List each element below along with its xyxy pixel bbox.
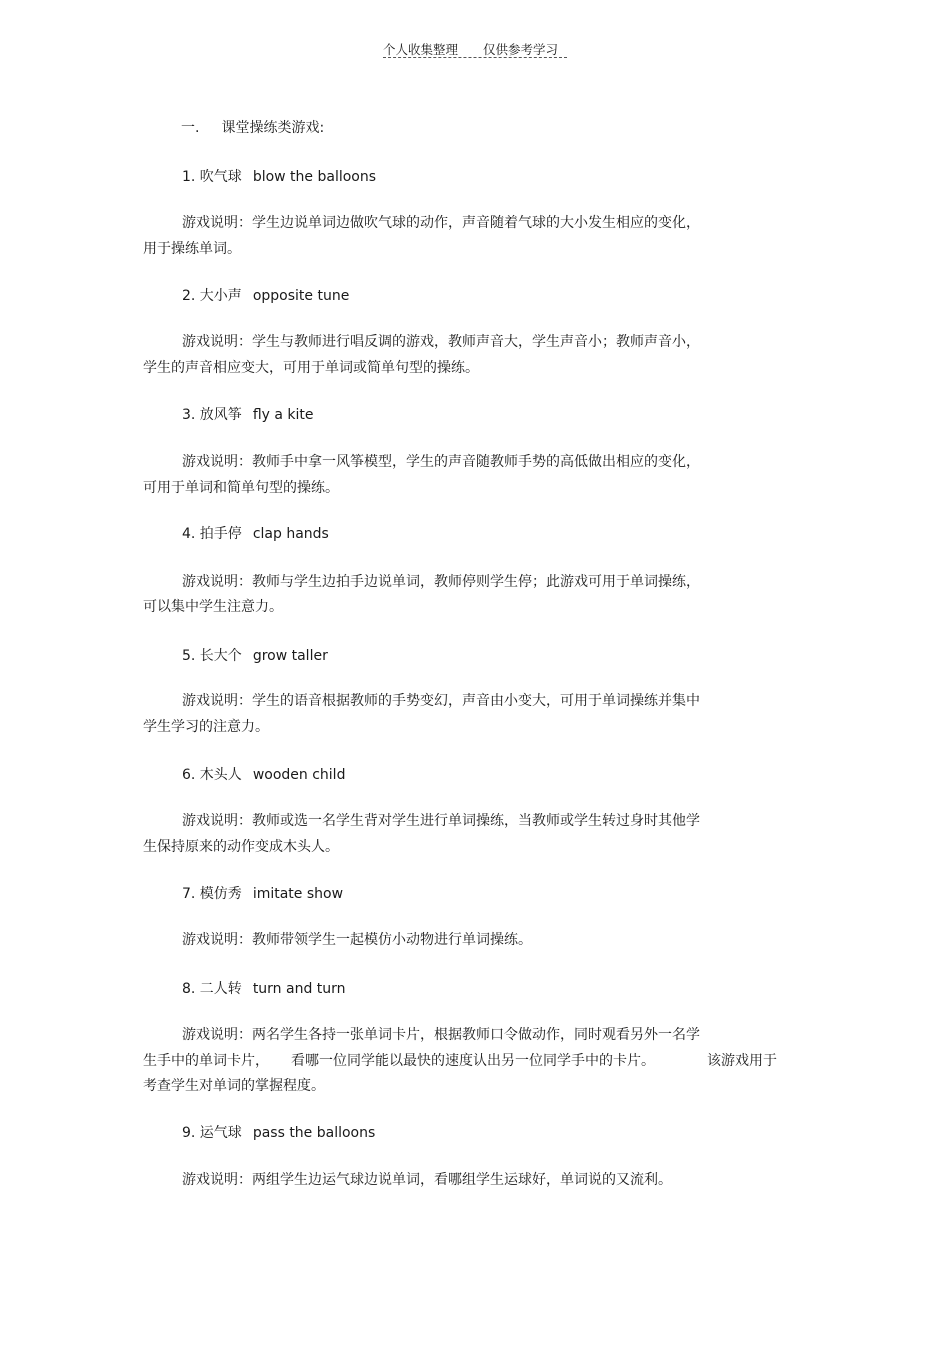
item-description: 游戏说明：学生的语音根据教师的手势变幻，声音由小变大，可用于单词操练并集中: [182, 693, 700, 709]
item-description: 考查学生对单词的掌握程度。: [143, 1078, 325, 1094]
item-description: 游戏说明：教师与学生边拍手边说单词，教师停则学生停；此游戏可用于单词操练，: [182, 574, 700, 590]
item-description-segment: 生手中的单词卡片，: [143, 1053, 269, 1069]
item-description: 生保持原来的动作变成木头人。: [143, 839, 339, 855]
item-description: 可以集中学生注意力。: [143, 599, 283, 615]
section-number: 一.: [181, 120, 200, 136]
item-description: 游戏说明：教师或选一名学生背对学生进行单词操练，当教师或学生转过身时其他学: [182, 813, 700, 829]
item-title: [182, 406, 314, 424]
page-header: [383, 38, 567, 58]
header-right-text: 仅供参考学习: [483, 42, 559, 57]
item-description: 游戏说明：教师带领学生一起模仿小动物进行单词操练。: [182, 932, 532, 948]
item-description-segment: 看哪一位同学能以最快的速度认出另一位同学手中的卡片。: [291, 1053, 655, 1069]
item-title: [182, 1124, 375, 1142]
item-description: 游戏说明：学生与教师进行唱反调的游戏，教师声音大，学生声音小；教师声音小，: [182, 334, 700, 350]
item-title-zh: 9. 运气球: [182, 1125, 242, 1141]
section-title: 课堂操练类游戏:: [221, 120, 325, 136]
item-title-en: wooden child: [252, 767, 346, 783]
item-title: [182, 647, 328, 665]
item-title-en: grow taller: [252, 648, 328, 664]
item-title-zh: 2. 大小声: [182, 288, 242, 304]
item-description: 学生的声音相应变大，可用于单词或简单句型的操练。: [143, 360, 479, 376]
item-title-zh: 4. 拍手停: [182, 526, 242, 542]
item-description: 学生学习的注意力。: [143, 719, 269, 735]
item-title-zh: 7. 模仿秀: [182, 886, 242, 902]
item-title: [182, 885, 343, 903]
item-description: 游戏说明：学生边说单词边做吹气球的动作，声音随着气球的大小发生相应的变化，: [182, 215, 700, 231]
item-description: 游戏说明：两名学生各持一张单词卡片，根据教师口令做动作，同时观看另外一名学: [182, 1027, 700, 1043]
item-title-en: pass the balloons: [252, 1125, 376, 1141]
header-dashed-rule: [383, 57, 567, 58]
item-title-zh: 6. 木头人: [182, 767, 242, 783]
item-description-segment: 该游戏用于: [707, 1053, 777, 1069]
item-title: [182, 980, 346, 998]
item-title: [182, 766, 345, 784]
item-title-zh: 5. 长大个: [182, 648, 242, 664]
item-title: [182, 168, 376, 186]
item-title-en: clap hands: [252, 526, 329, 542]
item-title-en: fly a kite: [252, 407, 314, 423]
item-title: [182, 525, 329, 543]
item-title-en: imitate show: [252, 886, 344, 902]
item-description-line: [143, 1052, 777, 1070]
item-description: 可用于单词和简单句型的操练。: [143, 480, 339, 496]
header-left-text: 个人收集整理: [383, 42, 459, 57]
item-title-zh: 3. 放风筝: [182, 407, 242, 423]
item-title-zh: 1. 吹气球: [182, 169, 242, 185]
item-description: 游戏说明：两组学生边运气球边说单词，看哪组学生运球好，单词说的又流利。: [182, 1172, 672, 1188]
item-title-en: opposite tune: [252, 288, 350, 304]
item-title-zh: 8. 二人转: [182, 981, 242, 997]
item-title-en: blow the balloons: [252, 169, 377, 185]
item-title-en: turn and turn: [252, 981, 346, 997]
item-title: [182, 287, 349, 305]
item-description: 用于操练单词。: [143, 241, 241, 257]
section-heading: [181, 119, 324, 137]
item-description: 游戏说明：教师手中拿一风筝模型，学生的声音随教师手势的高低做出相应的变化，: [182, 454, 700, 470]
